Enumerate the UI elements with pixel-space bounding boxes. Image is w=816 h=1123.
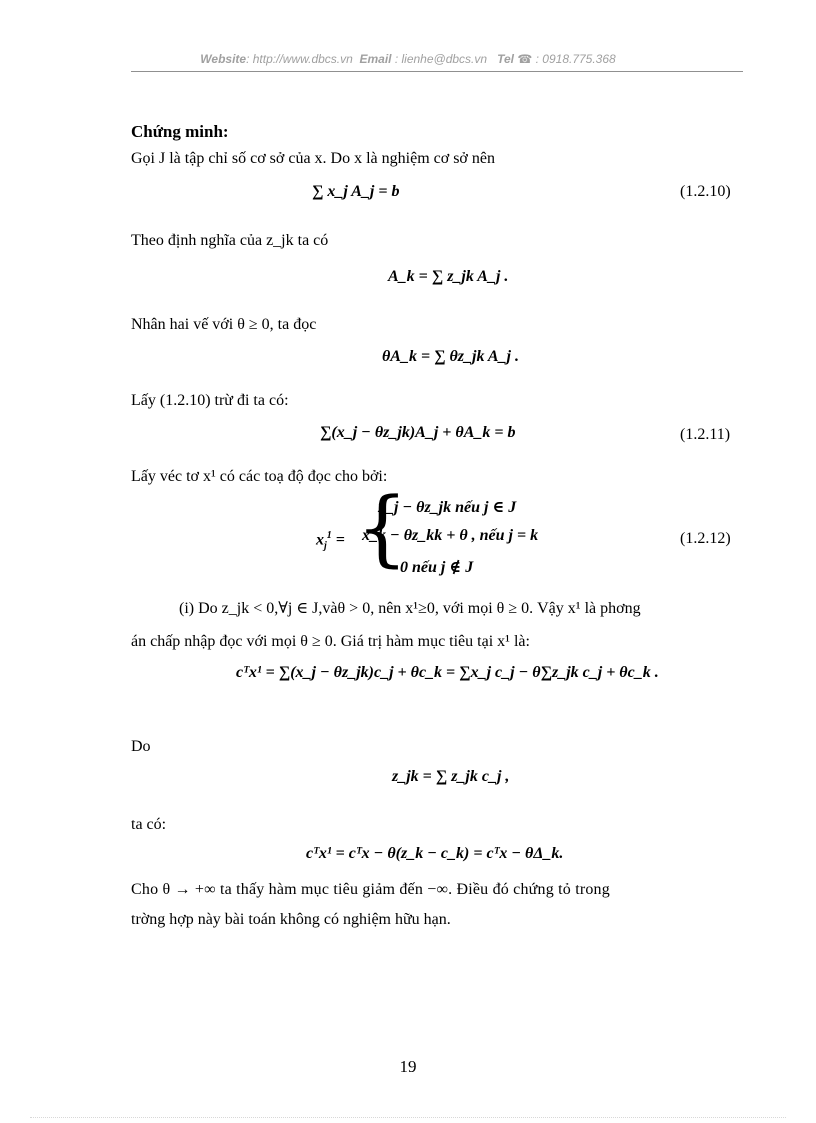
- equation-objective-value: cᵀx¹ = ∑(x_j − θz_jk)c_j + θc_k = ∑x_j c_j − θ∑z_jk c_j + θc_k .: [236, 664, 659, 681]
- footer-dotted-line: [30, 1117, 786, 1118]
- email-value: : lienhe@dbcs.vn: [391, 52, 488, 66]
- header-divider: [131, 71, 743, 72]
- equation-number-1-2-12: (1.2.12): [680, 530, 731, 547]
- equation-ak-sum: A_k = ∑ z_jk A_j .: [388, 268, 509, 285]
- paragraph-2: Theo định nghĩa của z_jk ta có: [131, 232, 329, 249]
- paragraph-9-line-1: Cho θ → +∞ ta thấy hàm mục tiêu giảm đến −∞. Điều đó chứng tỏ trong: [131, 881, 610, 898]
- website-label: Website: [200, 52, 247, 66]
- equation-theta-ak: θA_k = ∑ θz_jk A_j .: [382, 348, 519, 365]
- paragraph-9-line-2: trờng hợp này bài toán không có nghiệm hữu hạn.: [131, 911, 451, 928]
- email-label: Email: [359, 52, 392, 66]
- piecewise-row-1: x_j − θz_jk nếu j ∈ J: [378, 499, 517, 516]
- paragraph-4: Lấy (1.2.10) trừ đi ta có:: [131, 392, 289, 409]
- section-heading: Chứng minh:: [131, 122, 229, 141]
- website-value: : http://www.dbcs.vn: [246, 52, 353, 66]
- piecewise-row-2: x_k − θz_kk + θ , nếu j = k: [362, 527, 539, 544]
- piecewise-lhs: $x_j^1$ =: [316, 530, 345, 552]
- equation-number-1-2-10: (1.2.10): [680, 183, 731, 200]
- equation-number-1-2-11: (1.2.11): [680, 426, 731, 443]
- paragraph-8: ta có:: [131, 816, 167, 833]
- equation-1-2-10: ∑ x_j A_j = b: [312, 183, 400, 200]
- tel-label: Tel: [497, 52, 514, 66]
- page-header: [0, 52, 816, 66]
- piecewise-row-3: 0 nếu j ∉ J: [400, 559, 474, 576]
- equation-1-2-11: ∑(x_j − θz_jk)A_j + θA_k = b: [320, 424, 516, 441]
- paragraph-6-line-2: án chấp nhập đọc với mọi θ ≥ 0. Giá trị hàm mục tiêu tại x¹ là:: [131, 633, 530, 650]
- tel-value: ☎ : 0918.775.368: [517, 52, 616, 66]
- paragraph-5: Lấy véc tơ x¹ có các toạ độ đọc cho bởi:: [131, 468, 388, 485]
- equation-objective-final: cᵀx¹ = cᵀx − θ(z_k − c_k) = cᵀx − θΔ_k.: [306, 845, 564, 862]
- paragraph-7: Do: [131, 738, 151, 755]
- paragraph-1: Gọi J là tập chỉ số cơ sở của x. Do x là nghiệm cơ sở nên: [131, 150, 495, 167]
- page-number: 19: [399, 1057, 417, 1076]
- equation-zjk: z_jk = ∑ z_jk c_j ,: [392, 768, 510, 785]
- left-brace-icon: {: [356, 481, 409, 576]
- paragraph-6-line-1: (i) Do z_jk < 0,∀j ∈ J,vàθ > 0, nên x¹≥0, với mọi θ ≥ 0. Vậy x¹ là phơng: [179, 600, 641, 617]
- paragraph-3: Nhân hai vế với θ ≥ 0, ta đọc: [131, 316, 317, 333]
